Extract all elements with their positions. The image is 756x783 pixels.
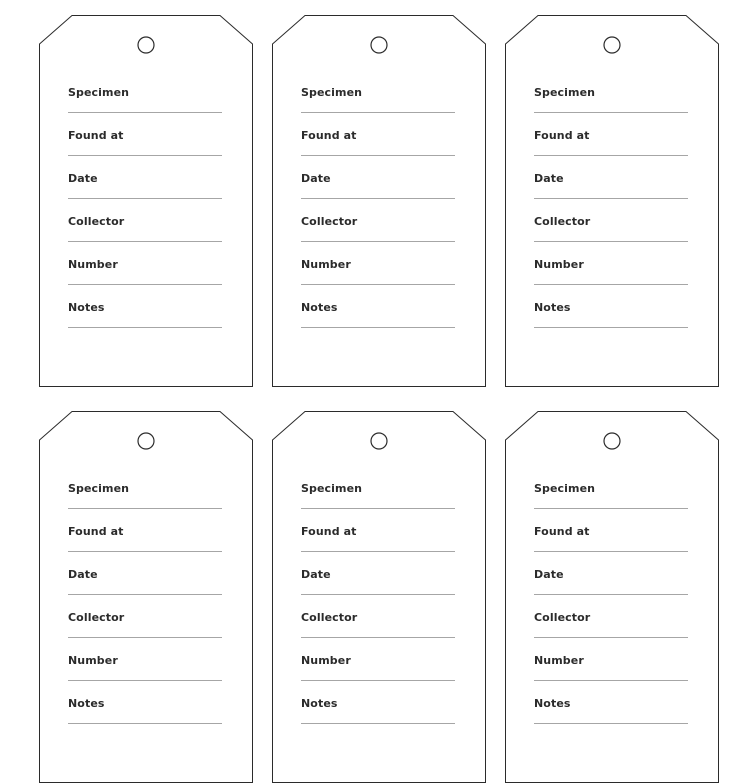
field-label: Notes <box>534 697 571 710</box>
write-in-line[interactable] <box>534 284 688 285</box>
write-in-line[interactable] <box>534 198 688 199</box>
write-in-line[interactable] <box>301 241 455 242</box>
field-row <box>301 474 455 517</box>
field-label: Date <box>301 172 331 185</box>
specimen-tag-1 <box>39 15 253 387</box>
field-label: Date <box>301 568 331 581</box>
write-in-line[interactable] <box>534 155 688 156</box>
field-row <box>534 293 688 336</box>
field-label: Date <box>534 568 564 581</box>
field-label: Notes <box>301 697 338 710</box>
write-in-line[interactable] <box>68 155 222 156</box>
field-row <box>301 207 455 250</box>
field-row <box>534 689 688 732</box>
field-row <box>534 250 688 293</box>
hole-icon <box>138 37 154 53</box>
write-in-line[interactable] <box>301 594 455 595</box>
field-row <box>301 517 455 560</box>
field-row <box>68 474 222 517</box>
write-in-line[interactable] <box>301 680 455 681</box>
write-in-line[interactable] <box>534 637 688 638</box>
write-in-line[interactable] <box>68 594 222 595</box>
write-in-line[interactable] <box>301 723 455 724</box>
field-row <box>534 474 688 517</box>
field-label: Specimen <box>301 86 363 99</box>
specimen-tag-4 <box>39 411 253 783</box>
write-in-line[interactable] <box>534 327 688 328</box>
write-in-line[interactable] <box>68 284 222 285</box>
field-label: Specimen <box>68 86 130 99</box>
write-in-line[interactable] <box>301 327 455 328</box>
hole-icon <box>371 433 387 449</box>
field-label: Notes <box>301 301 338 314</box>
field-label: Notes <box>68 301 105 314</box>
write-in-line[interactable] <box>534 723 688 724</box>
write-in-line[interactable] <box>534 241 688 242</box>
hole-icon <box>604 37 620 53</box>
field-label: Notes <box>534 301 571 314</box>
field-row <box>301 121 455 164</box>
field-label: Collector <box>534 611 591 624</box>
field-row <box>68 250 222 293</box>
field-label: Specimen <box>534 482 596 495</box>
field-row <box>68 121 222 164</box>
write-in-line[interactable] <box>301 637 455 638</box>
specimen-tag-5 <box>272 411 486 783</box>
write-in-line[interactable] <box>68 327 222 328</box>
write-in-line[interactable] <box>534 594 688 595</box>
field-row <box>68 646 222 689</box>
field-label: Specimen <box>68 482 130 495</box>
field-row <box>68 517 222 560</box>
write-in-line[interactable] <box>68 723 222 724</box>
field-label: Collector <box>68 215 125 228</box>
field-row <box>68 603 222 646</box>
write-in-line[interactable] <box>68 112 222 113</box>
field-label: Date <box>68 172 98 185</box>
write-in-line[interactable] <box>301 112 455 113</box>
write-in-line[interactable] <box>301 198 455 199</box>
write-in-line[interactable] <box>68 680 222 681</box>
field-row <box>301 646 455 689</box>
field-label: Date <box>534 172 564 185</box>
hole-icon <box>604 433 620 449</box>
field-label: Collector <box>68 611 125 624</box>
field-row <box>301 78 455 121</box>
field-row <box>68 78 222 121</box>
write-in-line[interactable] <box>301 155 455 156</box>
write-in-line[interactable] <box>301 551 455 552</box>
field-row <box>534 164 688 207</box>
field-label: Found at <box>68 525 124 538</box>
field-label: Number <box>68 258 118 271</box>
write-in-line[interactable] <box>534 680 688 681</box>
field-row <box>301 293 455 336</box>
write-in-line[interactable] <box>534 551 688 552</box>
write-in-line[interactable] <box>68 198 222 199</box>
field-row <box>534 207 688 250</box>
field-label: Number <box>68 654 118 667</box>
specimen-tag-3 <box>505 15 719 387</box>
field-row <box>68 293 222 336</box>
field-row <box>301 689 455 732</box>
field-label: Found at <box>301 129 357 142</box>
field-row <box>68 560 222 603</box>
field-label: Collector <box>301 215 358 228</box>
field-label: Specimen <box>301 482 363 495</box>
write-in-line[interactable] <box>534 112 688 113</box>
write-in-line[interactable] <box>68 551 222 552</box>
specimen-tag-2 <box>272 15 486 387</box>
field-label: Date <box>68 568 98 581</box>
field-row <box>301 603 455 646</box>
write-in-line[interactable] <box>534 508 688 509</box>
write-in-line[interactable] <box>68 508 222 509</box>
hole-icon <box>371 37 387 53</box>
field-label: Number <box>534 258 584 271</box>
field-row <box>301 164 455 207</box>
write-in-line[interactable] <box>68 241 222 242</box>
field-row <box>301 560 455 603</box>
field-row <box>534 560 688 603</box>
field-label: Number <box>301 258 351 271</box>
field-row <box>534 121 688 164</box>
field-label: Number <box>301 654 351 667</box>
field-label: Collector <box>301 611 358 624</box>
field-label: Number <box>534 654 584 667</box>
field-row <box>534 517 688 560</box>
write-in-line[interactable] <box>68 637 222 638</box>
field-label: Found at <box>301 525 357 538</box>
field-row <box>534 603 688 646</box>
field-row <box>68 164 222 207</box>
field-row <box>68 689 222 732</box>
field-row <box>534 646 688 689</box>
field-row <box>534 78 688 121</box>
write-in-line[interactable] <box>301 508 455 509</box>
field-label: Found at <box>68 129 124 142</box>
field-label: Collector <box>534 215 591 228</box>
specimen-tag-6 <box>505 411 719 783</box>
field-row <box>301 250 455 293</box>
field-row <box>68 207 222 250</box>
field-label: Notes <box>68 697 105 710</box>
field-label: Specimen <box>534 86 596 99</box>
field-label: Found at <box>534 525 590 538</box>
field-label: Found at <box>534 129 590 142</box>
write-in-line[interactable] <box>301 284 455 285</box>
hole-icon <box>138 433 154 449</box>
